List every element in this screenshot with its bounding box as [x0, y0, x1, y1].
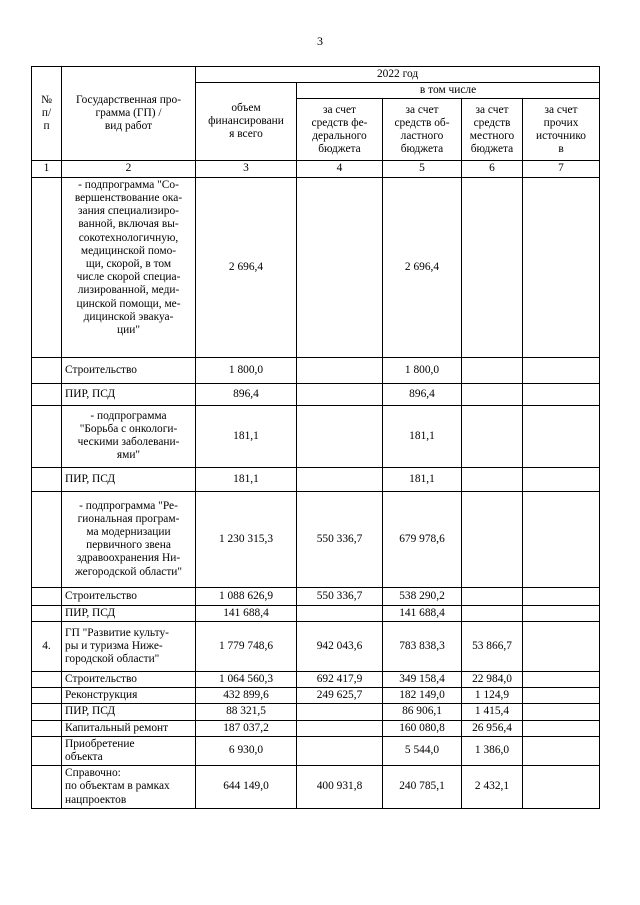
row-number-cell [32, 383, 62, 405]
row-number-cell [32, 491, 62, 587]
other-amount-cell [523, 621, 600, 671]
other-amount-cell [523, 605, 600, 621]
total-amount-cell: 181,1 [196, 467, 297, 491]
federal-amount-cell [297, 405, 383, 467]
table-row [32, 621, 600, 671]
regional-amount-cell: 181,1 [383, 467, 462, 491]
total-amount-cell: 187 037,2 [196, 720, 297, 736]
row-number-cell [32, 766, 62, 809]
regional-amount-cell: 182 149,0 [383, 688, 462, 704]
row-name-cell: Строительство [62, 587, 196, 605]
row-number-cell [32, 357, 62, 383]
federal-amount-cell [297, 704, 383, 720]
total-amount-cell: 1 064 560,3 [196, 671, 297, 687]
column-number: 7 [523, 161, 600, 177]
total-amount-cell: 644 149,0 [196, 766, 297, 809]
total-amount-cell: 2 696,4 [196, 177, 297, 357]
other-amount-cell [523, 383, 600, 405]
page-number: 3 [317, 34, 323, 48]
federal-amount-cell [297, 720, 383, 736]
local-amount-cell [462, 491, 523, 587]
total-amount-cell: 6 930,0 [196, 736, 297, 765]
column-number: 2 [62, 161, 196, 177]
header-other: за счет прочих источнико в [523, 99, 600, 161]
regional-amount-cell: 5 544,0 [383, 736, 462, 765]
row-number-cell [32, 671, 62, 687]
table-row [32, 357, 600, 383]
header-number: № п/ п [32, 67, 62, 161]
funding-table [31, 66, 600, 809]
federal-amount-cell [297, 467, 383, 491]
header-regional: за счет средств об- ластного бюджета [383, 99, 462, 161]
row-number-cell [32, 405, 62, 467]
row-name-cell: - подпрограмма "Ре- гиональная програм- ма модернизации первичного звена здравоохранения Ни- жегородской области" [62, 491, 196, 587]
regional-amount-cell: 896,4 [383, 383, 462, 405]
row-name-cell: Приобретение объекта [62, 736, 196, 765]
table-row [32, 704, 600, 720]
column-number: 6 [462, 161, 523, 177]
row-name-cell: Строительство [62, 671, 196, 687]
regional-amount-cell: 679 978,6 [383, 491, 462, 587]
local-amount-cell: 22 984,0 [462, 671, 523, 687]
row-name-cell: ПИР, ПСД [62, 605, 196, 621]
header-program: Государственная про- грамма (ГП) / вид работ [62, 67, 196, 161]
total-amount-cell: 141 688,4 [196, 605, 297, 621]
local-amount-cell: 26 956,4 [462, 720, 523, 736]
table-row [32, 467, 600, 491]
federal-amount-cell: 692 417,9 [297, 671, 383, 687]
regional-amount-cell: 141 688,4 [383, 605, 462, 621]
row-name-cell: Справочно: по объектам в рамках нацпроектов [62, 766, 196, 809]
row-number-cell [32, 467, 62, 491]
total-amount-cell: 432 899,6 [196, 688, 297, 704]
row-name-cell: Реконструкция [62, 688, 196, 704]
table-row [32, 383, 600, 405]
regional-amount-cell: 1 800,0 [383, 357, 462, 383]
regional-amount-cell: 538 290,2 [383, 587, 462, 605]
other-amount-cell [523, 405, 600, 467]
row-number-cell [32, 177, 62, 357]
regional-amount-cell: 349 158,4 [383, 671, 462, 687]
header-including: в том числе [297, 83, 600, 99]
regional-amount-cell: 2 696,4 [383, 177, 462, 357]
local-amount-cell [462, 587, 523, 605]
other-amount-cell [523, 720, 600, 736]
column-number: 5 [383, 161, 462, 177]
local-amount-cell: 53 866,7 [462, 621, 523, 671]
header-federal: за счет средств фе- дерального бюджета [297, 99, 383, 161]
row-name-cell: Строительство [62, 357, 196, 383]
federal-amount-cell: 550 336,7 [297, 587, 383, 605]
local-amount-cell [462, 357, 523, 383]
row-number-cell [32, 688, 62, 704]
regional-amount-cell: 783 838,3 [383, 621, 462, 671]
table-row [32, 405, 600, 467]
federal-amount-cell [297, 383, 383, 405]
total-amount-cell: 1 230 315,3 [196, 491, 297, 587]
table-row [32, 766, 600, 809]
total-amount-cell: 896,4 [196, 383, 297, 405]
row-number-cell [32, 736, 62, 765]
federal-amount-cell [297, 605, 383, 621]
row-number-cell: 4. [32, 621, 62, 671]
table-row [32, 177, 600, 357]
regional-amount-cell: 86 906,1 [383, 704, 462, 720]
row-number-cell [32, 720, 62, 736]
local-amount-cell: 2 432,1 [462, 766, 523, 809]
column-number: 1 [32, 161, 62, 177]
table-row [32, 605, 600, 621]
local-amount-cell: 1 124,9 [462, 688, 523, 704]
table-row [32, 720, 600, 736]
row-name-cell: - подпрограмма "Со- вершенствование ока- зания специализиро- ванной, включая вы- сокотехнологичную, медицинской помо- щи, скорой, в том числе скорой специа- лизированной, меди- цинской помощи, ме- дицинской эвакуа- ции" [62, 177, 196, 357]
other-amount-cell [523, 671, 600, 687]
row-name-cell: Капитальный ремонт [62, 720, 196, 736]
federal-amount-cell [297, 357, 383, 383]
row-name-cell: ГП "Развитие культу- ры и туризма Ниже- городской области" [62, 621, 196, 671]
column-numbers-row [32, 161, 600, 177]
row-name-cell: ПИР, ПСД [62, 467, 196, 491]
local-amount-cell [462, 467, 523, 491]
row-number-cell [32, 704, 62, 720]
header-year: 2022 год [196, 67, 600, 83]
local-amount-cell [462, 405, 523, 467]
total-amount-cell: 1 779 748,6 [196, 621, 297, 671]
other-amount-cell [523, 736, 600, 765]
other-amount-cell [523, 766, 600, 809]
other-amount-cell [523, 491, 600, 587]
local-amount-cell [462, 177, 523, 357]
federal-amount-cell [297, 177, 383, 357]
local-amount-cell: 1 415,4 [462, 704, 523, 720]
table-row [32, 491, 600, 587]
regional-amount-cell: 160 080,8 [383, 720, 462, 736]
header-local: за счет средств местного бюджета [462, 99, 523, 161]
table-row [32, 671, 600, 687]
table-row [32, 688, 600, 704]
federal-amount-cell: 249 625,7 [297, 688, 383, 704]
regional-amount-cell: 181,1 [383, 405, 462, 467]
total-amount-cell: 88 321,5 [196, 704, 297, 720]
row-name-cell: ПИР, ПСД [62, 383, 196, 405]
other-amount-cell [523, 357, 600, 383]
header-total: объем финансировани я всего [196, 83, 297, 161]
other-amount-cell [523, 587, 600, 605]
table-row [32, 587, 600, 605]
column-number: 3 [196, 161, 297, 177]
local-amount-cell [462, 383, 523, 405]
regional-amount-cell: 240 785,1 [383, 766, 462, 809]
federal-amount-cell: 550 336,7 [297, 491, 383, 587]
other-amount-cell [523, 688, 600, 704]
total-amount-cell: 181,1 [196, 405, 297, 467]
other-amount-cell [523, 177, 600, 357]
total-amount-cell: 1 800,0 [196, 357, 297, 383]
other-amount-cell [523, 704, 600, 720]
row-number-cell [32, 605, 62, 621]
row-name-cell: ПИР, ПСД [62, 704, 196, 720]
row-name-cell: - подпрограмма "Борьба с онкологи- ческими заболевани- ями" [62, 405, 196, 467]
local-amount-cell: 1 386,0 [462, 736, 523, 765]
column-number: 4 [297, 161, 383, 177]
local-amount-cell [462, 605, 523, 621]
federal-amount-cell: 400 931,8 [297, 766, 383, 809]
total-amount-cell: 1 088 626,9 [196, 587, 297, 605]
table-row [32, 736, 600, 765]
other-amount-cell [523, 467, 600, 491]
federal-amount-cell [297, 736, 383, 765]
row-number-cell [32, 587, 62, 605]
federal-amount-cell: 942 043,6 [297, 621, 383, 671]
